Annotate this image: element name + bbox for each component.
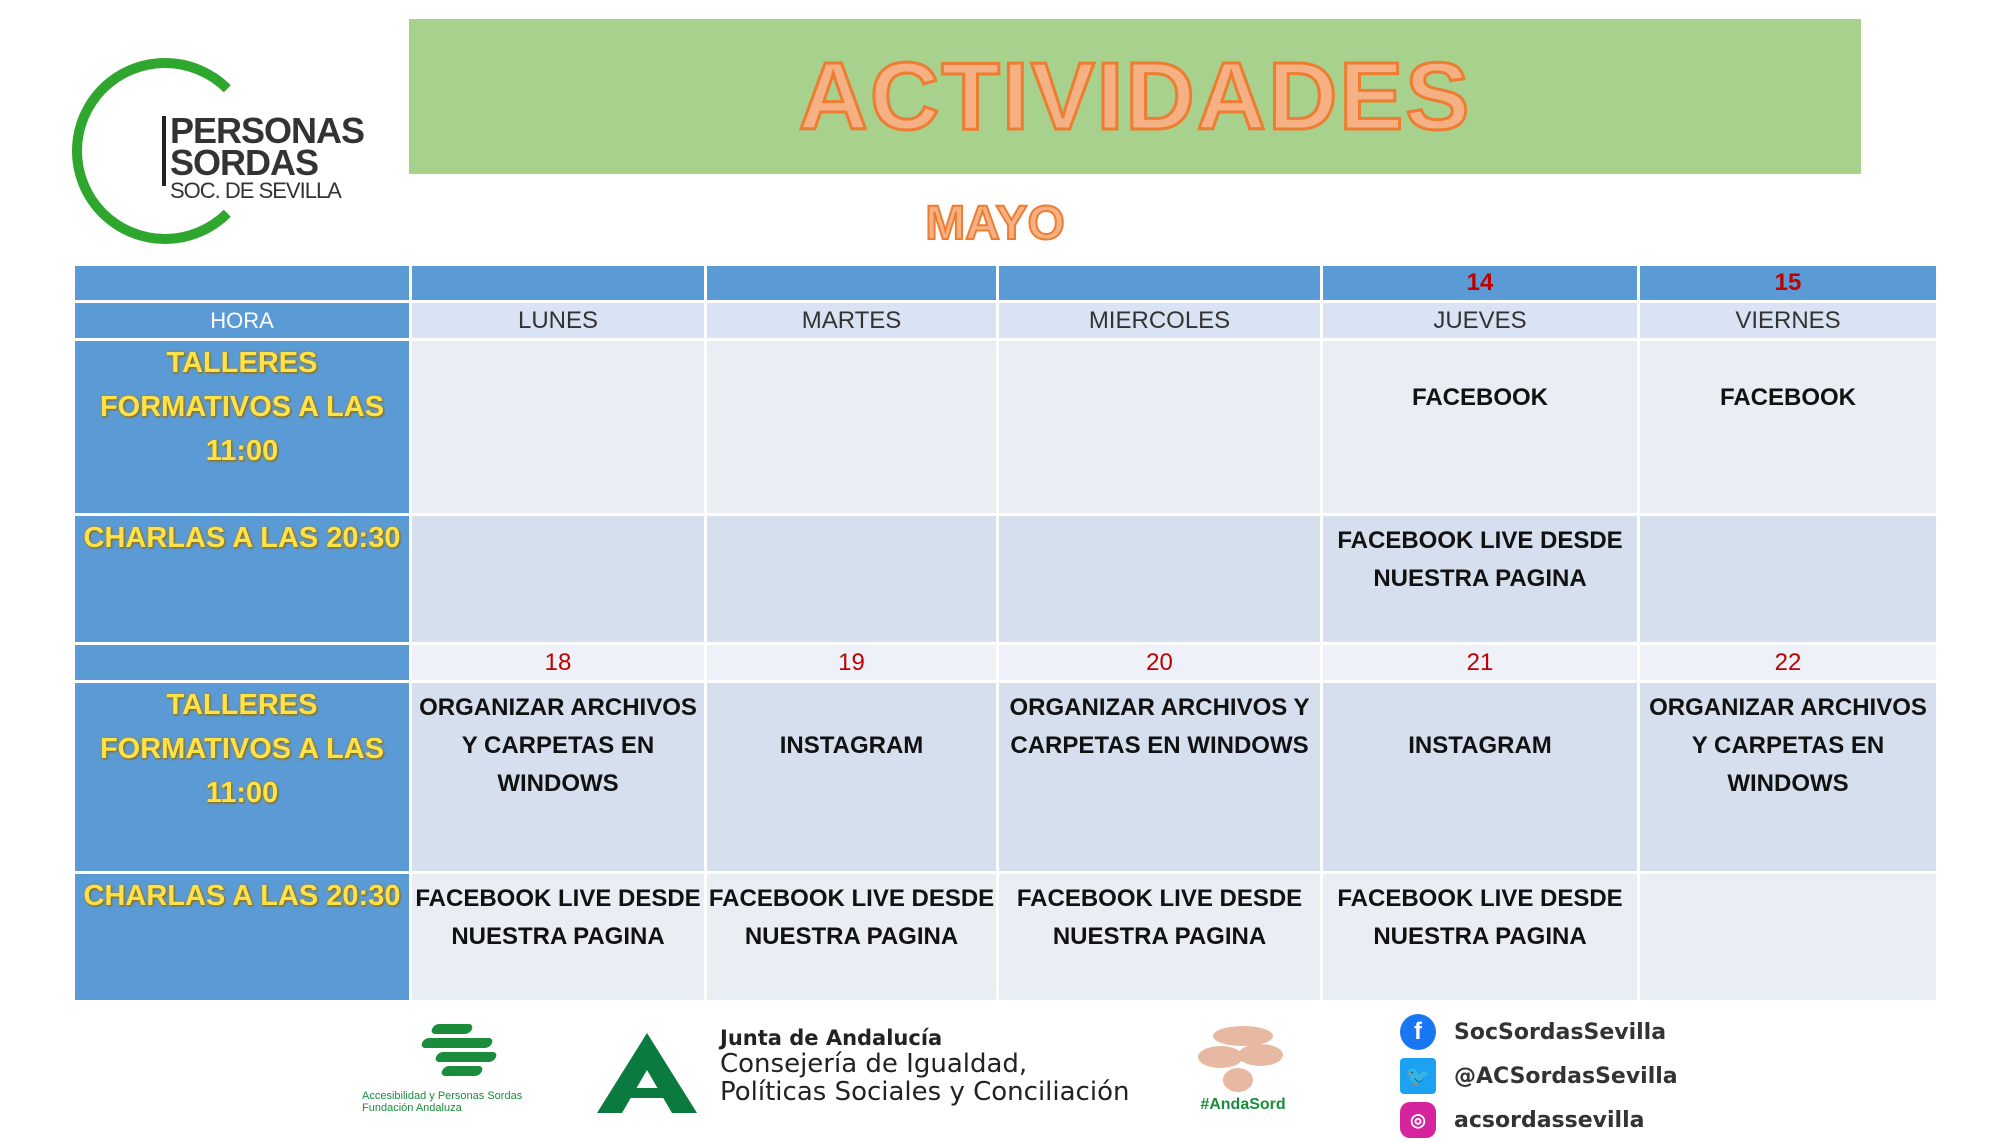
day-header: MARTES [707,303,996,338]
schedule-table [75,266,1927,998]
date-cell: 18 [412,645,704,680]
date-cell: 21 [1323,645,1637,680]
activity-cell [412,516,704,642]
activity-cell: FACEBOOK LIVE DESDE NUESTRA PAGINA [1323,516,1637,642]
activity-cell [707,341,996,513]
activity-cell [707,516,996,642]
header-corner [75,266,409,300]
activity-cell: FACEBOOK LIVE DESDE NUESTRA PAGINA [999,874,1320,1000]
facebook-icon: f [1400,1014,1436,1050]
fundacion-mark-icon [422,1024,502,1084]
instagram-link[interactable] [1400,1098,1720,1142]
activity-cell: FACEBOOK [1323,341,1637,513]
activity-cell [1640,516,1936,642]
twitter-handle: @ACSordasSevilla [1454,1063,1678,1089]
date-cell [707,266,996,300]
facebook-handle: SocSordasSevilla [1454,1019,1667,1045]
date-cell: 19 [707,645,996,680]
organization-logo [72,58,372,248]
logo-line2: SORDAS [170,142,319,183]
instagram-handle: acsordassevilla [1454,1107,1645,1133]
facebook-link[interactable] [1400,1010,1720,1054]
logo-bar [162,116,166,186]
junta-name: Junta de Andalucía [720,1026,943,1050]
hora-header: HORA [75,303,409,338]
activity-cell [999,516,1320,642]
date-cell: 15 [1640,266,1936,300]
row-label-charlas: CHARLAS A LAS 20:30 [75,516,409,642]
twitter-link[interactable] [1400,1054,1720,1098]
activity-cell: ORGANIZAR ARCHIVOS Y CARPETAS EN WINDOWS [999,683,1320,871]
day-header: JUEVES [1323,303,1637,338]
date-row-corner [75,645,409,680]
date-cell [999,266,1320,300]
activity-cell: ORGANIZAR ARCHIVOS Y CARPETAS EN WINDOWS [412,683,704,871]
month-title: MAYO [925,197,1065,250]
activity-cell: FACEBOOK LIVE DESDE NUESTRA PAGINA [1323,874,1637,1000]
junta-andalucia-logo-icon [592,1028,702,1118]
row-label-charlas: CHARLAS A LAS 20:30 [75,874,409,1000]
logo-line3: SOC. DE SEVILLA [170,178,341,203]
logo-line1: PERSONAS [170,110,365,151]
junta-line2: Políticas Sociales y Conciliación [720,1077,1130,1107]
junta-line1: Consejería de Igualdad, [720,1049,1028,1079]
activity-cell: FACEBOOK [1640,341,1936,513]
anda-sord-logo [1178,1016,1308,1126]
hands-icon [1193,1016,1293,1096]
date-cell: 22 [1640,645,1936,680]
row-label-talleres: TALLERES FORMATIVOS A LAS 11:00 [75,341,409,513]
activity-cell: FACEBOOK LIVE DESDE NUESTRA PAGINA [707,874,996,1000]
social-links [1400,1010,1720,1142]
activity-cell: FACEBOOK LIVE DESDE NUESTRA PAGINA [412,874,704,1000]
day-header: VIERNES [1640,303,1936,338]
anda-tag: #AndaSord [1200,1096,1286,1113]
activity-cell [412,341,704,513]
twitter-icon: 🐦 [1400,1058,1436,1094]
activity-cell: INSTAGRAM [707,683,996,871]
page-title: ACTIVIDADES [798,42,1472,150]
activity-cell [1640,874,1936,1000]
date-cell: 20 [999,645,1320,680]
date-cell: 14 [1323,266,1637,300]
activity-cell [999,341,1320,513]
junta-text [720,1026,1129,1106]
instagram-icon: ◎ [1400,1102,1436,1138]
footer [0,1010,2000,1133]
title-banner [409,19,1861,174]
date-cell [412,266,704,300]
fundacion-text: Accesibilidad y Personas Sordas Fundación Andaluza [362,1090,523,1114]
row-label-talleres: TALLERES FORMATIVOS A LAS 11:00 [75,683,409,871]
activity-cell: ORGANIZAR ARCHIVOS Y CARPETAS EN WINDOWS [1640,683,1936,871]
activity-cell: INSTAGRAM [1323,683,1637,871]
day-header: LUNES [412,303,704,338]
fundacion-logo [362,1024,562,1114]
day-header: MIERCOLES [999,303,1320,338]
